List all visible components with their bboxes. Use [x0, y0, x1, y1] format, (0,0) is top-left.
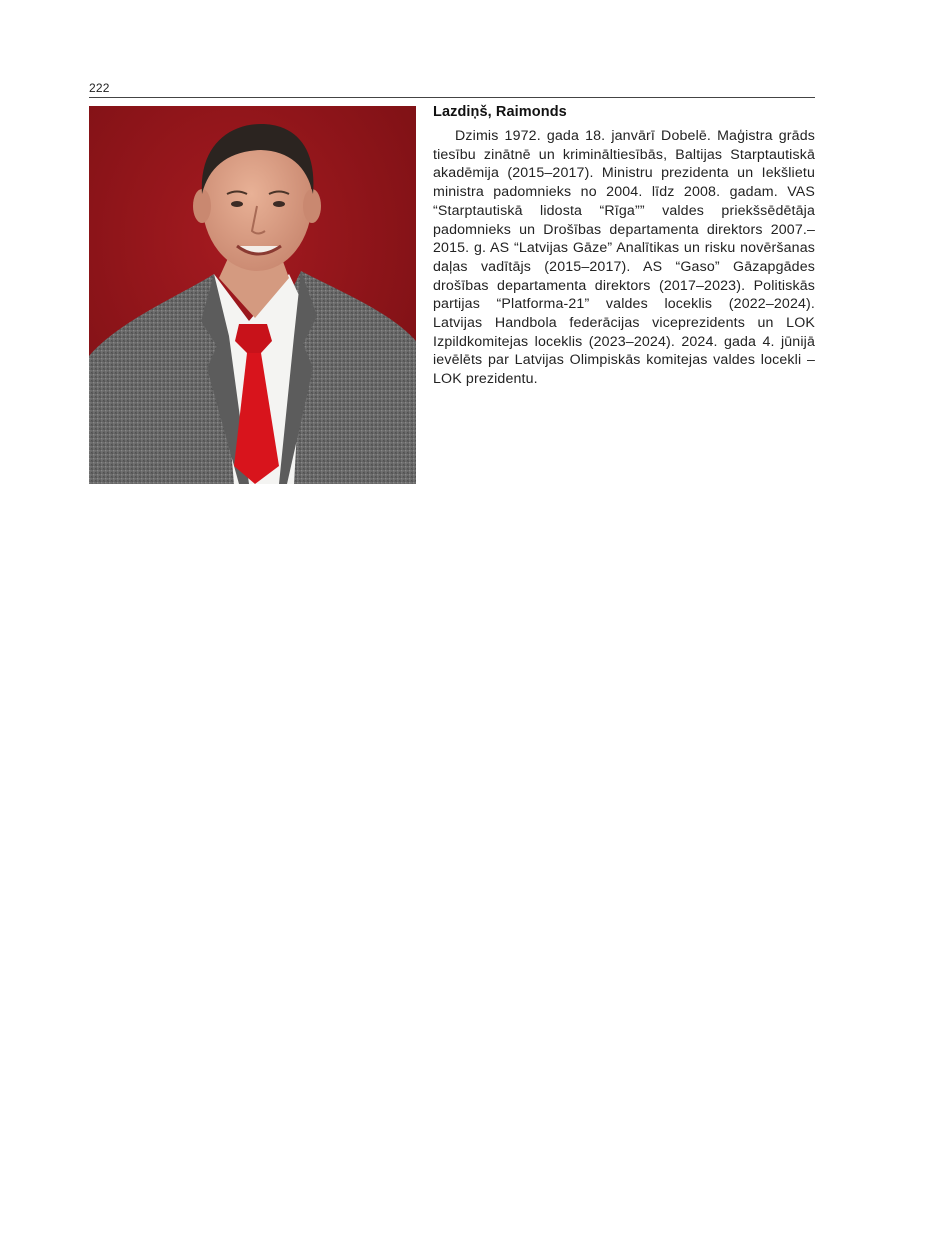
header-rule [89, 97, 815, 98]
page-number: 222 [89, 81, 110, 95]
entry-biography: Dzimis 1972. gada 18. janvārī Dobelē. Maģistra grāds tiesību zinātnē un krimināltiesībās, Baltijas Starptautiskā akadēmija (2015–2017). Ministru prezidenta un Iekšlietu ministra padomnieks no 2004. līdz 2008. gadam. VAS “Starptautiskā lidosta “Rīga”” valdes priekšsēdētāja padomnieks un Drošības departamenta direktors 2007.–2015. g. AS “Latvijas Gāze” Analītikas un risku novēršanas daļas vadītājs (2015–2017). AS “Gaso” Gāzapgādes drošības departamenta direktors (2017–2023). Politiskās partijas “Platforma-21” valdes loceklis (2022–2024). Latvijas Handbola federācijas viceprezidents un LOK Izpildkomitejas loceklis (2023–2024). 2024. gada 4. jūnijā ievēlēts par Latvijas Olimpiskās komitejas valdes locekli – LOK prezidentu. [433, 128, 815, 388]
portrait-photo [89, 106, 416, 484]
entry-name: Lazdiņš, Raimonds [433, 104, 567, 120]
